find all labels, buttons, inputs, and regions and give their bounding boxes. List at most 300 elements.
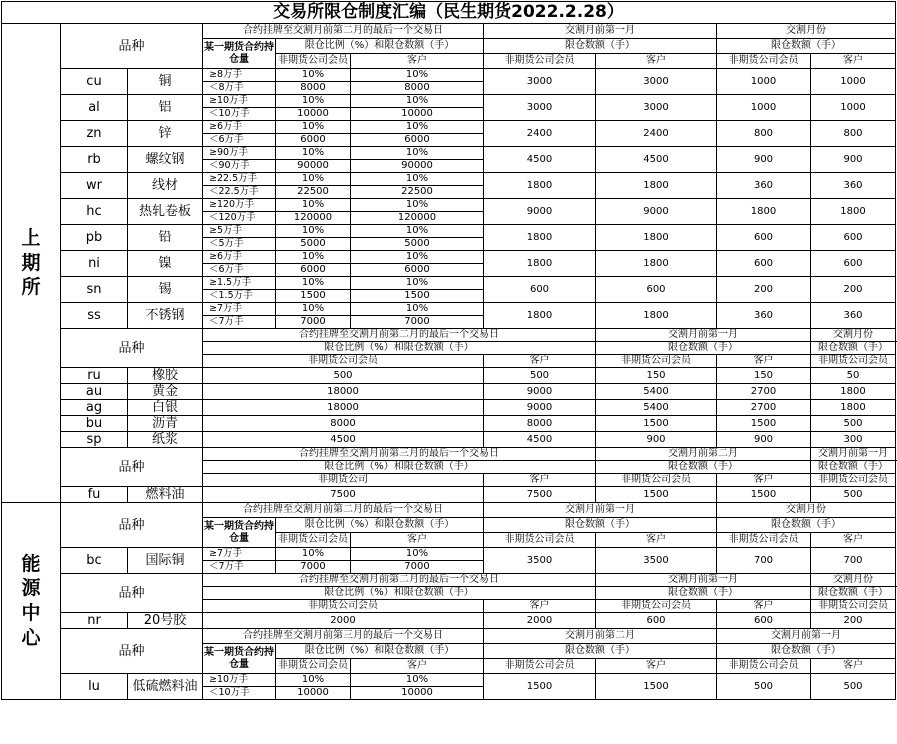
prev-month-client-limit: 150 <box>717 368 811 384</box>
non-member-limit-amount: 6000 <box>276 264 351 277</box>
non-member-header: 非期货公司会员 <box>717 54 811 69</box>
client-limit-amount: 90000 <box>351 160 484 173</box>
non-member-limit: 2000 <box>203 613 484 629</box>
contract-name: 锌 <box>128 121 203 147</box>
non-member-limit-ratio: 10% <box>276 225 351 238</box>
contract-code: lu <box>61 674 128 700</box>
position-tier-upper: ≥22.5万手 <box>203 173 276 186</box>
delivery-month-non-member-limit: 1000 <box>717 69 811 95</box>
non-member-limit-ratio: 10% <box>276 548 351 561</box>
table-row <box>2 277 896 290</box>
non-member-header: 非期货公司会员 <box>276 533 351 548</box>
prev-month-client-limit: 1500 <box>717 487 811 503</box>
table-row <box>2 487 896 503</box>
client-header: 客户 <box>717 600 811 613</box>
prev-month-client-limit: 1800 <box>596 251 717 277</box>
table-body <box>2 2 896 700</box>
non-member-limit-amount: 10000 <box>276 108 351 121</box>
prev-month-non-member-limit: 1800 <box>484 173 596 199</box>
non-member-limit-amount: 120000 <box>276 212 351 225</box>
delivery-month-client-limit: 800 <box>811 121 896 147</box>
prev-month-non-member-limit: 9000 <box>484 199 596 225</box>
client-limit-amount: 7000 <box>351 561 484 574</box>
position-size-header: 某一期货合约持仓量 <box>203 518 276 548</box>
client-limit-ratio: 10% <box>351 674 484 687</box>
contract-name: 低硫燃料油 <box>128 674 203 700</box>
client-limit-amount: 120000 <box>351 212 484 225</box>
contract-code: ss <box>61 303 128 329</box>
delivery-month-non-member-limit: 600 <box>717 251 811 277</box>
prev-month-non-member-limit: 3000 <box>484 69 596 95</box>
period-2-header: 交割月前第二月 <box>596 448 811 461</box>
delivery-month-client-limit: 900 <box>811 147 896 173</box>
non-member-limit-amount: 6000 <box>276 134 351 147</box>
prev-month-client-limit: 1500 <box>596 674 717 700</box>
prev-month-non-member-limit: 2400 <box>484 121 596 147</box>
delivery-month-non-member-limit: 500 <box>811 416 896 432</box>
table-row <box>2 95 896 108</box>
non-member-header: 非期货公司会员 <box>484 54 596 69</box>
non-member-limit-ratio: 10% <box>276 674 351 687</box>
limit-amount-header: 限仓数额（手） <box>717 518 896 533</box>
delivery-month-non-member-limit: 300 <box>811 432 896 448</box>
contract-name: 燃料油 <box>128 487 203 503</box>
contract-name: 不锈钢 <box>128 303 203 329</box>
block-header-row <box>2 24 896 39</box>
delivery-month-client-limit: 500 <box>811 674 896 700</box>
period-3-header: 交割月前第一月 <box>811 448 896 461</box>
contract-code: zn <box>61 121 128 147</box>
contract-code: cu <box>61 69 128 95</box>
delivery-month-non-member-limit: 200 <box>811 613 896 629</box>
limit-ratio-header: 限仓比例（%）和限仓数额（手） <box>276 518 484 533</box>
period-2-header: 交割月前第一月 <box>596 574 811 587</box>
contract-code: pb <box>61 225 128 251</box>
delivery-month-non-member-limit: 500 <box>811 487 896 503</box>
delivery-month-client-limit: 600 <box>811 225 896 251</box>
position-tier-lower: ＜10万手 <box>203 108 276 121</box>
contract-code: fu <box>61 487 128 503</box>
client-header: 客户 <box>484 355 596 368</box>
period-3-header: 交割月份 <box>811 329 896 342</box>
client-limit: 2000 <box>484 613 596 629</box>
delivery-month-non-member-limit: 700 <box>717 548 811 574</box>
delivery-month-non-member-limit: 900 <box>717 147 811 173</box>
delivery-month-client-limit: 700 <box>811 548 896 574</box>
non-member-header: 非期货公司会员 <box>717 533 811 548</box>
table-row <box>2 674 896 687</box>
limit-ratio-header: 限仓比例（%）和限仓数额（手） <box>276 644 484 659</box>
non-member-header: 非期货公司会员 <box>596 355 717 368</box>
position-tier-upper: ≥7万手 <box>203 303 276 316</box>
client-header: 客户 <box>484 600 596 613</box>
prev-month-client-limit: 1800 <box>596 225 717 251</box>
non-member-limit-ratio: 10% <box>276 147 351 160</box>
limit-amount-header: 限仓数额（手） <box>596 342 811 355</box>
non-member-limit-ratio: 10% <box>276 251 351 264</box>
contract-name: 白银 <box>128 400 203 416</box>
table-row <box>2 416 896 432</box>
client-limit-amount: 10000 <box>351 687 484 700</box>
client-header: 客户 <box>351 533 484 548</box>
limit-amount-header: 限仓数额（手） <box>484 644 717 659</box>
period-2-header: 交割月前第一月 <box>484 24 717 39</box>
contract-name: 铅 <box>128 225 203 251</box>
non-member-header: 非期货公司 <box>203 474 484 487</box>
non-member-header: 非期货公司会员 <box>596 600 717 613</box>
client-limit-ratio: 10% <box>351 173 484 186</box>
position-tier-upper: ≥1.5万手 <box>203 277 276 290</box>
delivery-month-non-member-limit: 1800 <box>811 400 896 416</box>
non-member-limit: 8000 <box>203 416 484 432</box>
period-3-header: 交割月份 <box>717 24 896 39</box>
position-limit-table <box>1 1 896 700</box>
client-header: 客户 <box>717 355 811 368</box>
variety-header: 品种 <box>61 629 203 674</box>
block-header-row <box>2 629 896 644</box>
prev-month-non-member-limit: 1800 <box>484 251 596 277</box>
prev-month-non-member-limit: 1500 <box>596 487 717 503</box>
client-header: 客户 <box>351 54 484 69</box>
prev-month-non-member-limit: 600 <box>484 277 596 303</box>
delivery-month-non-member-limit: 360 <box>717 173 811 199</box>
position-tier-upper: ≥5万手 <box>203 225 276 238</box>
non-member-header: 非期货公司会员 <box>811 600 896 613</box>
non-member-limit-ratio: 10% <box>276 277 351 290</box>
client-limit: 9000 <box>484 400 596 416</box>
non-member-limit-ratio: 10% <box>276 121 351 134</box>
non-member-header: 非期货公司会员 <box>203 600 484 613</box>
contract-name: 热轧卷板 <box>128 199 203 225</box>
variety-header: 品种 <box>61 24 203 69</box>
client-limit: 4500 <box>484 432 596 448</box>
delivery-month-client-limit: 360 <box>811 173 896 199</box>
delivery-month-non-member-limit: 50 <box>811 368 896 384</box>
client-header: 客户 <box>596 533 717 548</box>
contract-code: au <box>61 384 128 400</box>
limit-amount-header: 限仓数额（手） <box>596 587 811 600</box>
period-1-header: 合约挂牌至交割月前第三月的最后一个交易日 <box>203 629 484 644</box>
non-member-header: 非期货公司会员 <box>276 659 351 674</box>
variety-header: 品种 <box>61 329 203 368</box>
delivery-month-non-member-limit: 500 <box>717 674 811 700</box>
non-member-limit: 4500 <box>203 432 484 448</box>
period-1-header: 合约挂牌至交割月前第二月的最后一个交易日 <box>203 329 596 342</box>
position-tier-lower: ＜1.5万手 <box>203 290 276 303</box>
contract-code: sn <box>61 277 128 303</box>
client-limit-amount: 5000 <box>351 238 484 251</box>
client-limit-ratio: 10% <box>351 277 484 290</box>
table-row <box>2 613 896 629</box>
client-limit-ratio: 10% <box>351 147 484 160</box>
prev-month-client-limit: 900 <box>717 432 811 448</box>
period-2-header: 交割月前第一月 <box>484 503 717 518</box>
exchange-label-shfe: 上 期 所 <box>2 24 61 503</box>
contract-name: 铜 <box>128 69 203 95</box>
position-tier-upper: ≥7万手 <box>203 548 276 561</box>
title-row <box>2 2 896 24</box>
delivery-month-client-limit: 360 <box>811 303 896 329</box>
table-row <box>2 251 896 264</box>
contract-code: sp <box>61 432 128 448</box>
prev-month-non-member-limit: 1800 <box>484 303 596 329</box>
position-tier-upper: ≥6万手 <box>203 121 276 134</box>
client-limit-ratio: 10% <box>351 225 484 238</box>
contract-name: 螺纹钢 <box>128 147 203 173</box>
contract-name: 锡 <box>128 277 203 303</box>
non-member-limit-ratio: 10% <box>276 95 351 108</box>
client-header: 客户 <box>596 54 717 69</box>
non-member-limit: 7500 <box>203 487 484 503</box>
period-2-header: 交割月前第一月 <box>596 329 811 342</box>
position-tier-lower: ＜10万手 <box>203 687 276 700</box>
contract-name: 镍 <box>128 251 203 277</box>
prev-month-non-member-limit: 4500 <box>484 147 596 173</box>
non-member-limit-ratio: 10% <box>276 199 351 212</box>
block-header-row <box>2 329 896 342</box>
client-limit-ratio: 10% <box>351 69 484 82</box>
non-member-limit-amount: 5000 <box>276 238 351 251</box>
delivery-month-client-limit: 1000 <box>811 69 896 95</box>
position-size-header: 某一期货合约持仓量 <box>203 39 276 69</box>
prev-month-client-limit: 1800 <box>596 173 717 199</box>
delivery-month-non-member-limit: 360 <box>717 303 811 329</box>
position-tier-lower: ＜90万手 <box>203 160 276 173</box>
client-limit-ratio: 10% <box>351 548 484 561</box>
prev-month-non-member-limit: 3000 <box>484 95 596 121</box>
delivery-month-client-limit: 600 <box>811 251 896 277</box>
prev-month-client-limit: 3000 <box>596 69 717 95</box>
client-limit-ratio: 10% <box>351 95 484 108</box>
period-2-header: 交割月前第二月 <box>484 629 717 644</box>
client-limit: 9000 <box>484 384 596 400</box>
position-tier-upper: ≥10万手 <box>203 674 276 687</box>
table-row <box>2 548 896 561</box>
table-row <box>2 368 896 384</box>
non-member-limit-amount: 7000 <box>276 561 351 574</box>
period-3-header: 交割月份 <box>811 574 896 587</box>
non-member-limit-amount: 8000 <box>276 82 351 95</box>
contract-code: al <box>61 95 128 121</box>
prev-month-non-member-limit: 1500 <box>596 416 717 432</box>
client-limit-ratio: 10% <box>351 121 484 134</box>
limit-amount-header: 限仓数额（手） <box>596 461 811 474</box>
client-header: 客户 <box>811 659 896 674</box>
position-tier-lower: ＜7万手 <box>203 561 276 574</box>
table-row <box>2 303 896 316</box>
position-tier-lower: ＜8万手 <box>203 82 276 95</box>
block-header-row <box>2 503 896 518</box>
non-member-header: 非期货公司会员 <box>596 474 717 487</box>
period-3-header: 交割月份 <box>717 503 896 518</box>
contract-name: 橡胶 <box>128 368 203 384</box>
non-member-header: 非期货公司会员 <box>203 355 484 368</box>
position-tier-upper: ≥120万手 <box>203 199 276 212</box>
contract-code: hc <box>61 199 128 225</box>
client-header: 客户 <box>717 474 811 487</box>
client-limit-amount: 6000 <box>351 134 484 147</box>
non-member-header: 非期货公司会员 <box>811 474 896 487</box>
client-limit: 7500 <box>484 487 596 503</box>
table-row <box>2 384 896 400</box>
client-limit-amount: 22500 <box>351 186 484 199</box>
position-tier-lower: ＜6万手 <box>203 134 276 147</box>
table-row <box>2 147 896 160</box>
limit-amount-header: 限仓数额（手） <box>811 587 896 600</box>
client-limit-amount: 7000 <box>351 316 484 329</box>
period-1-header: 合约挂牌至交割月前第三月的最后一个交易日 <box>203 448 596 461</box>
block-header-row <box>2 448 896 461</box>
non-member-limit-amount: 10000 <box>276 687 351 700</box>
table-row <box>2 173 896 186</box>
position-tier-upper: ≥10万手 <box>203 95 276 108</box>
client-limit: 8000 <box>484 416 596 432</box>
prev-month-client-limit: 9000 <box>596 199 717 225</box>
position-tier-lower: ＜120万手 <box>203 212 276 225</box>
non-member-header: 非期货公司会员 <box>484 659 596 674</box>
variety-header: 品种 <box>61 448 203 487</box>
contract-name: 国际铜 <box>128 548 203 574</box>
limit-amount-header: 限仓数额（手） <box>811 461 896 474</box>
prev-month-client-limit: 600 <box>717 613 811 629</box>
position-tier-upper: ≥90万手 <box>203 147 276 160</box>
non-member-limit-ratio: 10% <box>276 303 351 316</box>
position-tier-lower: ＜6万手 <box>203 264 276 277</box>
table-row <box>2 225 896 238</box>
client-header: 客户 <box>811 533 896 548</box>
client-limit-amount: 8000 <box>351 82 484 95</box>
position-size-header: 某一期货合约持仓量 <box>203 644 276 674</box>
client-header: 客户 <box>484 474 596 487</box>
limit-ratio-header: 限仓比例（%）和限仓数额（手） <box>203 587 596 600</box>
position-tier-lower: ＜22.5万手 <box>203 186 276 199</box>
limit-ratio-header: 限仓比例（%）和限仓数额（手） <box>203 342 596 355</box>
position-tier-lower: ＜5万手 <box>203 238 276 251</box>
client-limit-amount: 10000 <box>351 108 484 121</box>
limit-ratio-header: 限仓比例（%）和限仓数额（手） <box>203 461 596 474</box>
table-row <box>2 432 896 448</box>
exchange-label-ine: 能 源 中 心 <box>2 503 61 700</box>
limit-ratio-header: 限仓比例（%）和限仓数额（手） <box>276 39 484 54</box>
prev-month-client-limit: 1500 <box>717 416 811 432</box>
contract-name: 沥青 <box>128 416 203 432</box>
non-member-header: 非期货公司会员 <box>484 533 596 548</box>
contract-code: rb <box>61 147 128 173</box>
contract-name: 黄金 <box>128 384 203 400</box>
period-1-header: 合约挂牌至交割月前第二月的最后一个交易日 <box>203 574 596 587</box>
contract-code: ag <box>61 400 128 416</box>
delivery-month-non-member-limit: 1000 <box>717 95 811 121</box>
client-limit-amount: 6000 <box>351 264 484 277</box>
prev-month-client-limit: 3500 <box>596 548 717 574</box>
delivery-month-non-member-limit: 800 <box>717 121 811 147</box>
non-member-limit-amount: 1500 <box>276 290 351 303</box>
prev-month-client-limit: 2700 <box>717 384 811 400</box>
delivery-month-client-limit: 1800 <box>811 199 896 225</box>
non-member-header: 非期货公司会员 <box>811 355 896 368</box>
non-member-limit-ratio: 10% <box>276 173 351 186</box>
client-limit-ratio: 10% <box>351 251 484 264</box>
contract-name: 铝 <box>128 95 203 121</box>
delivery-month-non-member-limit: 600 <box>717 225 811 251</box>
limit-amount-header: 限仓数额（手） <box>717 39 896 54</box>
contract-name: 20号胶 <box>128 613 203 629</box>
non-member-limit: 18000 <box>203 384 484 400</box>
period-1-header: 合约挂牌至交割月前第二月的最后一个交易日 <box>203 503 484 518</box>
non-member-limit-amount: 22500 <box>276 186 351 199</box>
position-tier-upper: ≥6万手 <box>203 251 276 264</box>
table-row <box>2 69 896 82</box>
variety-header: 品种 <box>61 503 203 548</box>
limit-amount-header: 限仓数额（手） <box>717 644 896 659</box>
non-member-limit-amount: 7000 <box>276 316 351 329</box>
contract-code: ni <box>61 251 128 277</box>
period-3-header: 交割月前第一月 <box>717 629 896 644</box>
limit-amount-header: 限仓数额（手） <box>484 518 717 533</box>
non-member-limit-ratio: 10% <box>276 69 351 82</box>
prev-month-non-member-limit: 1500 <box>484 674 596 700</box>
non-member-limit-amount: 90000 <box>276 160 351 173</box>
limit-amount-header: 限仓数额（手） <box>811 342 896 355</box>
contract-name: 纸浆 <box>128 432 203 448</box>
delivery-month-non-member-limit: 200 <box>717 277 811 303</box>
prev-month-non-member-limit: 5400 <box>596 384 717 400</box>
prev-month-client-limit: 3000 <box>596 95 717 121</box>
client-header: 客户 <box>811 54 896 69</box>
client-limit-ratio: 10% <box>351 199 484 212</box>
contract-code: nr <box>61 613 128 629</box>
non-member-header: 非期货公司会员 <box>717 659 811 674</box>
client-limit-amount: 1500 <box>351 290 484 303</box>
prev-month-non-member-limit: 900 <box>596 432 717 448</box>
prev-month-non-member-limit: 150 <box>596 368 717 384</box>
prev-month-client-limit: 2400 <box>596 121 717 147</box>
block-header-row <box>2 574 896 587</box>
prev-month-client-limit: 600 <box>596 277 717 303</box>
table-row <box>2 121 896 134</box>
delivery-month-non-member-limit: 1800 <box>811 384 896 400</box>
prev-month-non-member-limit: 5400 <box>596 400 717 416</box>
delivery-month-client-limit: 200 <box>811 277 896 303</box>
contract-code: wr <box>61 173 128 199</box>
contract-name: 线材 <box>128 173 203 199</box>
period-1-header: 合约挂牌至交割月前第二月的最后一个交易日 <box>203 24 484 39</box>
contract-code: ru <box>61 368 128 384</box>
table-row <box>2 400 896 416</box>
page-title: 交易所限仓制度汇编（民生期货2022.2.28） <box>2 2 896 24</box>
delivery-month-client-limit: 1000 <box>811 95 896 121</box>
non-member-header: 非期货公司会员 <box>276 54 351 69</box>
non-member-limit: 500 <box>203 368 484 384</box>
variety-header: 品种 <box>61 574 203 613</box>
prev-month-non-member-limit: 3500 <box>484 548 596 574</box>
prev-month-client-limit: 2700 <box>717 400 811 416</box>
contract-code: bu <box>61 416 128 432</box>
delivery-month-non-member-limit: 1800 <box>717 199 811 225</box>
table-row <box>2 199 896 212</box>
prev-month-non-member-limit: 600 <box>596 613 717 629</box>
prev-month-client-limit: 4500 <box>596 147 717 173</box>
prev-month-non-member-limit: 1800 <box>484 225 596 251</box>
client-limit-ratio: 10% <box>351 303 484 316</box>
client-header: 客户 <box>351 659 484 674</box>
limit-amount-header: 限仓数额（手） <box>484 39 717 54</box>
client-header: 客户 <box>596 659 717 674</box>
position-tier-lower: ＜7万手 <box>203 316 276 329</box>
client-limit: 500 <box>484 368 596 384</box>
position-tier-upper: ≥8万手 <box>203 69 276 82</box>
non-member-limit: 18000 <box>203 400 484 416</box>
